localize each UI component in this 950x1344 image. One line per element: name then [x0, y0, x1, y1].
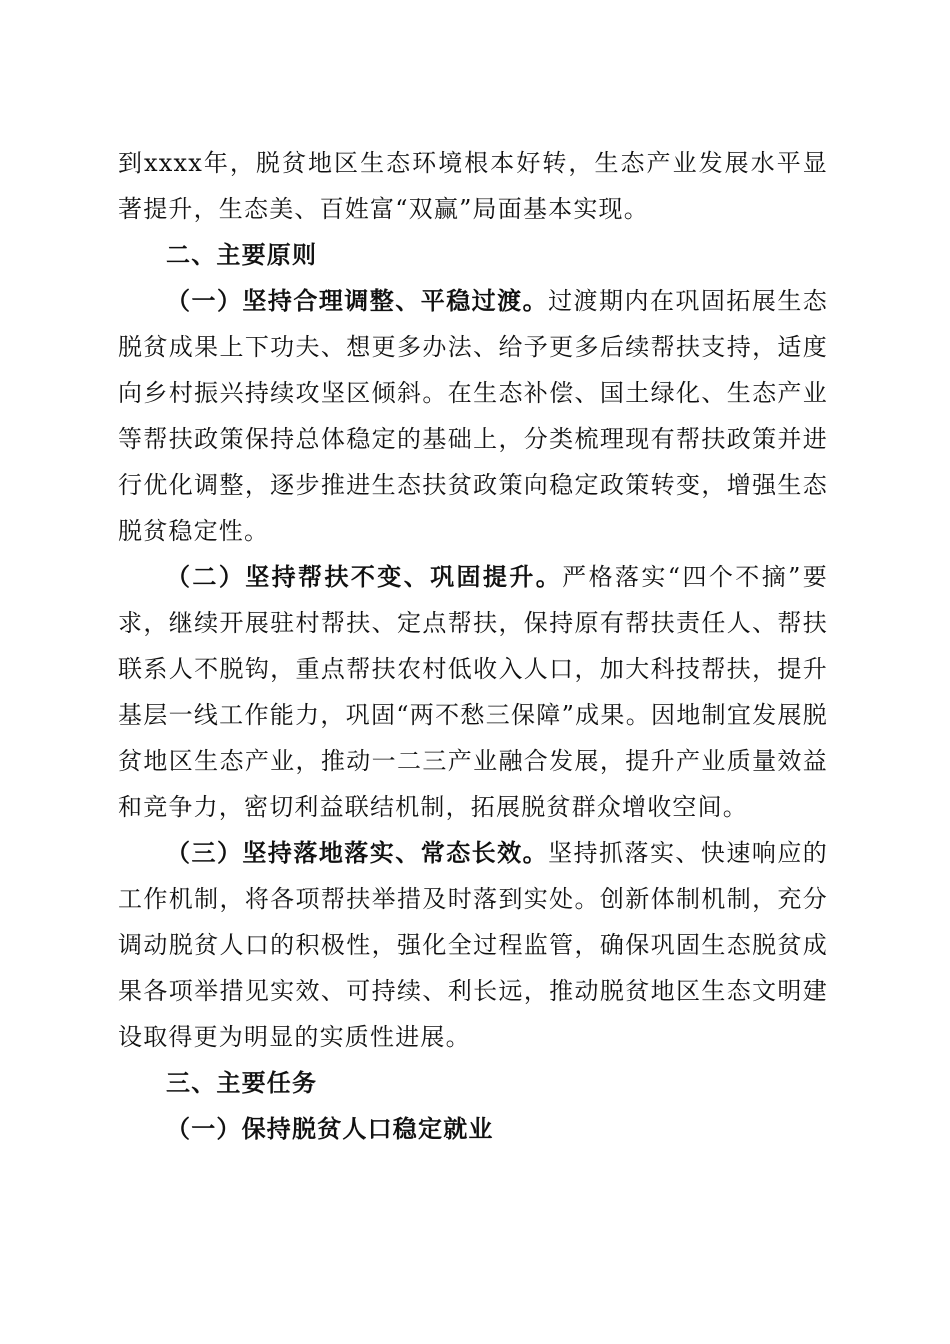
subsection-heading-employment: （一）保持脱贫人口稳定就业: [166, 1114, 494, 1143]
document-page: [118, 140, 828, 1152]
principle-paragraph-3: [118, 830, 828, 1060]
principle-lead-3: （三）坚持落地落实、常态长效。: [166, 838, 549, 867]
intro-paragraph: 到xxxx年，脱贫地区生态环境根本好转，生态产业发展水平显著提升，生态美、百姓富“双赢”局面基本实现。: [118, 149, 828, 223]
principle-body-1: 过渡期内在巩固拓展生态脱贫成果上下功夫、想更多办法、给予更多后续帮扶支持，适度向乡村振兴持续攻坚区倾斜。在生态补偿、国土绿化、生态产业等帮扶政策保持总体稳定的基础上，分类梳理现有帮扶政策并进行优化调整，逐步推进生态扶贫政策向稳定政策转变，增强生态脱贫稳定性。: [118, 287, 828, 545]
section-heading-principles: 二、主要原则: [166, 240, 318, 269]
principle-lead-1: （一）坚持合理调整、平稳过渡。: [166, 286, 549, 315]
principle-paragraph-2: [118, 554, 828, 830]
principle-paragraph-1: [118, 278, 828, 554]
section-heading-tasks: 三、主要任务: [166, 1068, 318, 1097]
principle-body-2: 严格落实“四个不摘”要求，继续开展驻村帮扶、定点帮扶，保持原有帮扶责任人、帮扶联系人不脱钩，重点帮扶农村低收入人口，加大科技帮扶，提升基层一线工作能力，巩固“两不愁三保障”成果。因地制宜发展脱贫地区生态产业，推动一二三产业融合发展，提升产业质量效益和竞争力，密切利益联结机制，拓展脱贫群众增收空间。: [118, 563, 828, 821]
principle-body-3: 坚持抓落实、快速响应的工作机制，将各项帮扶举措及时落到实处。创新体制机制，充分调动脱贫人口的积极性，强化全过程监管，确保巩固生态脱贫成果各项举措见实效、可持续、利长远，推动脱贫地区生态文明建设取得更为明显的实质性进展。: [118, 839, 828, 1051]
principle-lead-2: （二）坚持帮扶不变、巩固提升。: [166, 562, 563, 591]
